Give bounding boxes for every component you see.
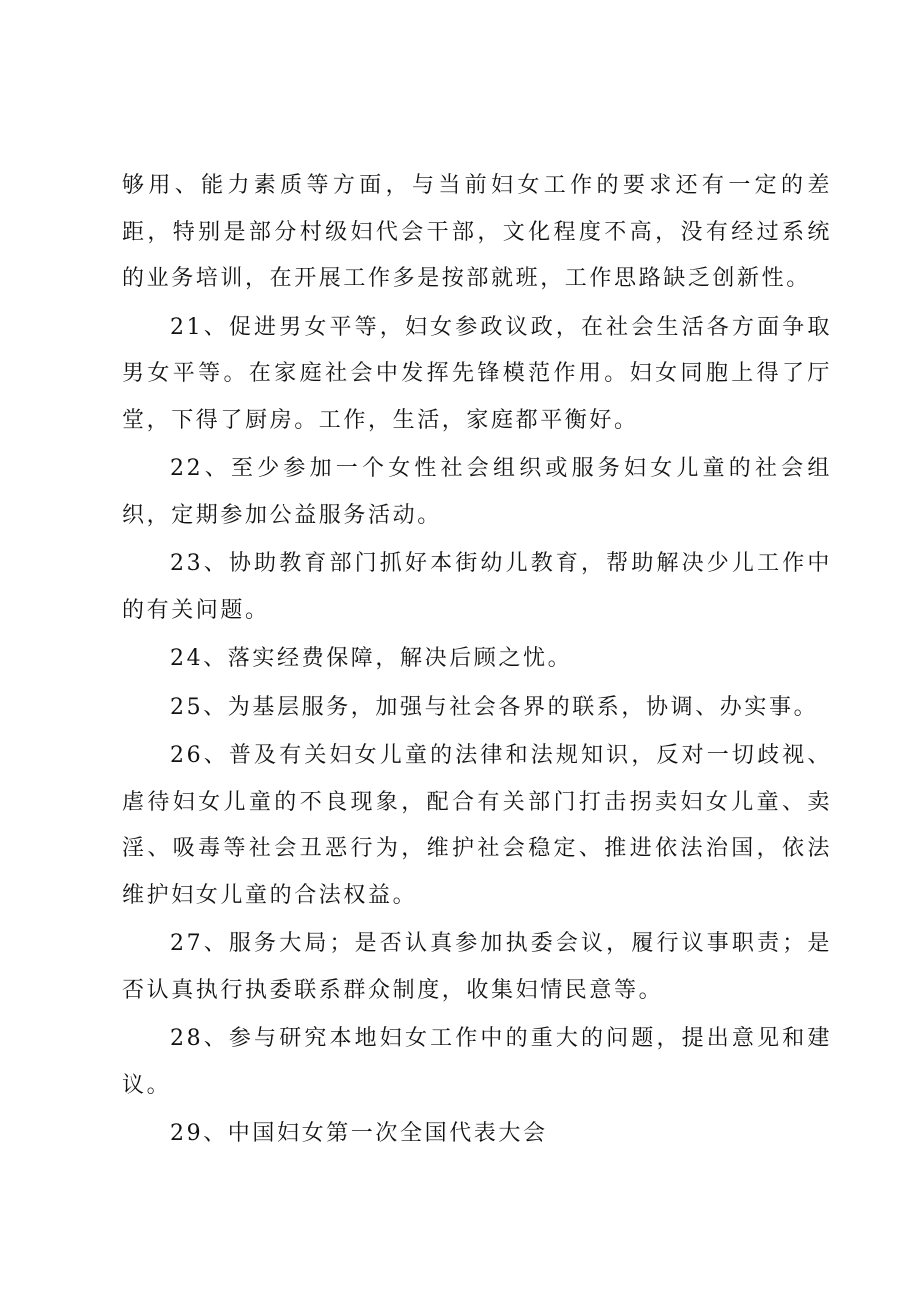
document-body [122, 163, 832, 1158]
paragraph-item-23: 23、协助教育部门抓好本街幼儿教育，帮助解决少儿工作中的有关问题。 [122, 551, 832, 623]
paragraph-item-21: 21、促进男女平等，妇女参政议政，在社会生活各方面争取男女平等。在家庭社会中发挥先锋模范作用。妇女同胞上得了厅堂，下得了厨房。工作，生活，家庭都平衡好。 [122, 314, 832, 433]
paragraph-continuation: 够用、能力素质等方面，与当前妇女工作的要求还有一定的差距，特别是部分村级妇代会干部，文化程度不高，没有经过系统的业务培训，在开展工作多是按部就班，工作思路缺乏创新性。 [122, 173, 832, 291]
paragraph-item-29: 29、中国妇女第一次全国代表大会 [170, 1121, 548, 1146]
paragraph-item-22: 22、至少参加一个女性社会组织或服务妇女儿童的社会组织，定期参加公益服务活动。 [122, 456, 832, 528]
paragraph-item-25: 25、为基层服务，加强与社会各界的联系，协调、办实事。 [170, 694, 819, 720]
paragraph-item-26: 26、普及有关妇女儿童的法律和法规知识，反对一切歧视、虐待妇女儿童的不良现象，配合有关部门打击拐卖妇女儿童、卖淫、吸毒等社会丑恶行为，维护社会稳定、推进依法治国，依法维护妇女儿童的合法权益。 [122, 743, 832, 908]
paragraph-item-24: 24、落实经费保障，解决后顾之忧。 [170, 646, 573, 671]
paragraph-item-28: 28、参与研究本地妇女工作中的重大的问题，提出意见和建议。 [122, 1026, 832, 1098]
paragraph-item-27: 27、服务大局；是否认真参加执委会议，履行议事职责；是否认真执行执委联系群众制度，收集妇情民意等。 [122, 931, 832, 1003]
